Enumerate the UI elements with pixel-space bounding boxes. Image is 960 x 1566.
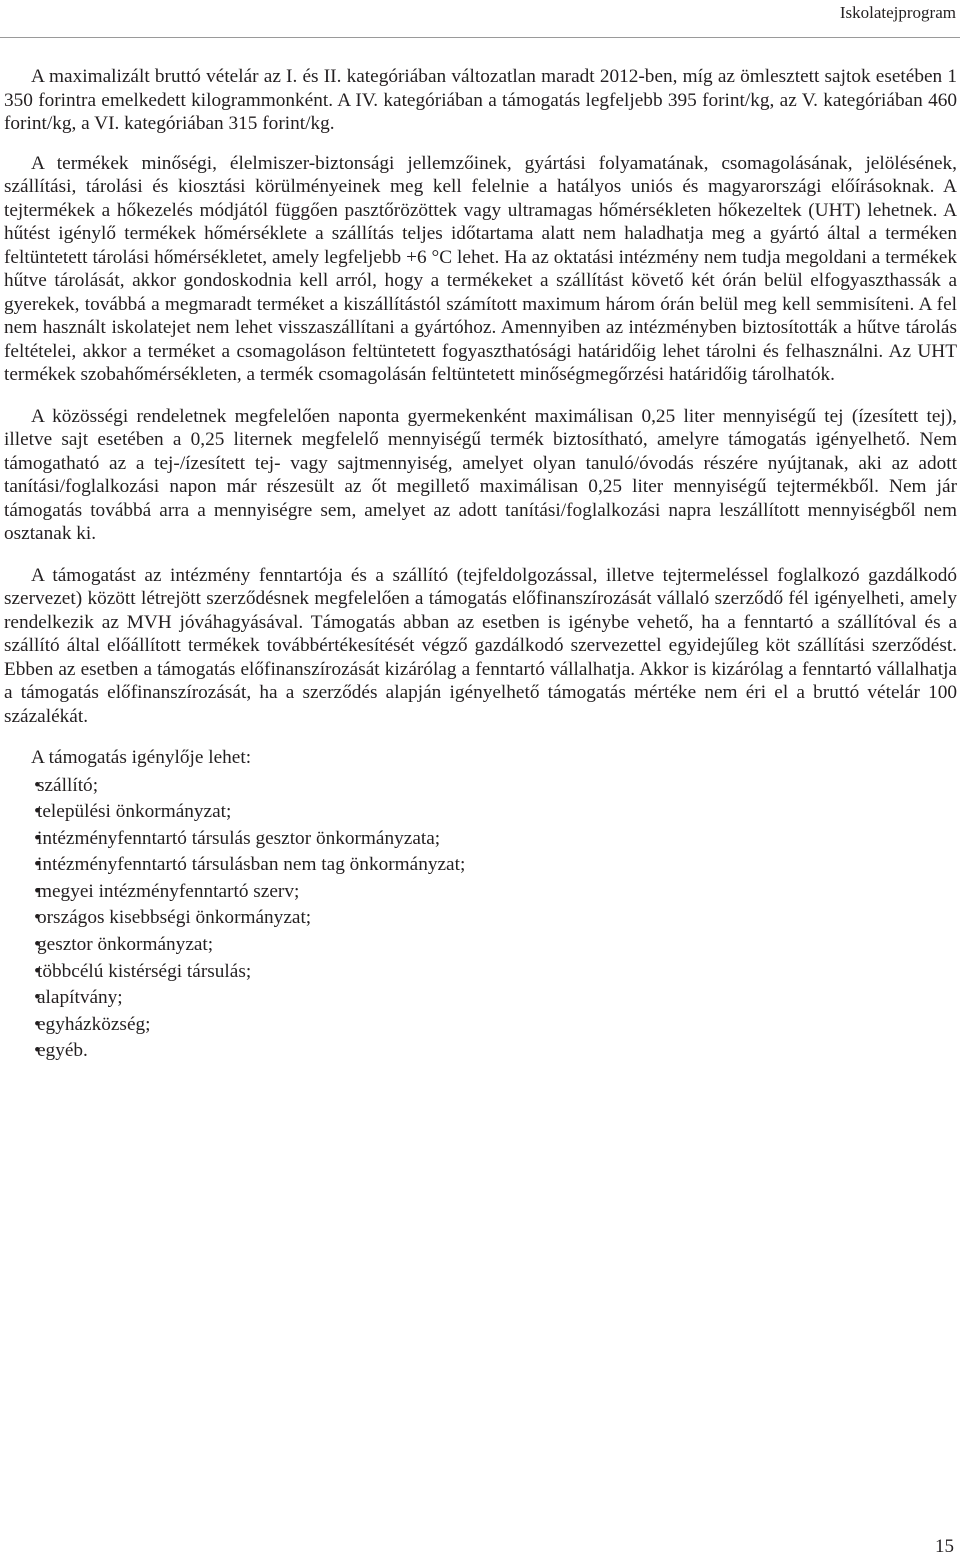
list-item-text: országos kisebbségi önkormányzat; xyxy=(37,907,312,929)
list-item-text: intézményfenntartó társulás gesztor önkormányzata; xyxy=(37,827,441,849)
bullet-icon xyxy=(4,905,37,932)
bullet-icon xyxy=(4,985,37,1012)
list-lead: A támogatás igénylője lehet: xyxy=(31,747,252,768)
bullet-icon xyxy=(4,1012,37,1039)
list-item-text: települési önkormányzat; xyxy=(37,801,232,823)
paragraph-daily-quantity: A közösségi rendeletnek megfelelően naponta gyermekenként maximálisan 0,25 liter mennyiségű tej (ízesített tej), illetve sajt esetében a 0,25 liternek megfelelő mennyiségű termék biztosítható, amelyre támogatás igényelhető. Nem támogatható az a tej-/ízesített tej- vagy sajtmennyiség, amelyet olyan tanuló/óvodás részére nyújtanak, aki az adott tanítási/foglalkozási napon már részesült az őt megillető maximálisan 0,25 liter mennyiségű tejtermékből. Nem jár támogatás továbbá arra a mennyiségre sem, amelyet az adott tanítási/foglalkozási napra leszállított mennyiségből nem osztanak ki. xyxy=(4,405,957,544)
list-item-text: egyházközség; xyxy=(37,1013,151,1035)
bullet-icon xyxy=(4,826,37,853)
bullet-icon xyxy=(4,799,37,826)
list-item-text: egyéb. xyxy=(37,1040,88,1062)
bullet-icon xyxy=(4,852,37,879)
bullet-icon xyxy=(4,879,37,906)
bullet-icon xyxy=(4,932,37,959)
page-number: 15 xyxy=(935,1536,954,1557)
bullet-icon xyxy=(4,773,37,800)
bullet-icon xyxy=(4,1038,37,1065)
list-item xyxy=(4,773,957,800)
paragraph-claimant: A támogatást az intézmény fenntartója és a szállító (tejfeldolgozással, illetve tejtermeléssel foglalkozó gazdálkodó szervezet) között létrejött szerződésnek megfelelően a támogatás előfinanszírozását vállaló szerződő fél igényelheti, amely rendelkezik az MVH jóváhagyásával. Támogatás abban az esetben is igénybe vehető, ha a fenntartó a szállítóval és a szállító által előállított termékek továbbértékesítését végző gazdálkodó szervezettel egyidejűleg köt szállítási szerződést. Ebben az esetben a támogatás előfinanszírozását kizárólag a fenntartó vállalhatja. Akkor is kizárólag a fenntartó vállalhatja a támogatás előfinanszírozását, ha a szerződés alapján igényelhető támogatás mértéke nem éri el a bruttó vételár 100 százalékát. xyxy=(4,564,957,727)
list-item-text: megyei intézményfenntartó szerv; xyxy=(37,880,300,902)
list-item-text: intézményfenntartó társulásban nem tag önkormányzat; xyxy=(37,854,466,876)
list-item xyxy=(4,799,957,826)
list-item xyxy=(4,905,957,932)
paragraph-prices: A maximalizált bruttó vételár az I. és II. kategóriában változatlan maradt 2012-ben, míg az ömlesztett sajtok esetében 1 350 forintra emelkedett kilogrammonként. A IV. kategóriában a támogatás legfeljebb 395 forint/kg, az V. kategóriában 460 forint/kg, a VI. kategóriában 315 forint/kg. xyxy=(4,66,957,134)
page-header xyxy=(0,0,960,38)
list-item-text: szállító; xyxy=(37,774,99,796)
list-item xyxy=(4,826,957,853)
paragraph-quality-requirements: A termékek minőségi, élelmiszer-biztonsági jellemzőinek, gyártási folyamatának, csomagolásának, jelölésének, szállítási, tárolási és kiosztási körülményeinek meg kell felelnie a hatályos uniós és magyarországi előírásoknak. A tejtermékek a hőkezelés módjától függően pasztőrözöttek vagy ultramagas hőmérsékleten hőkezeltek (UHT) lehetnek. A hűtést igénylő termékek hőmérséklete a szállítás teljes időtartama alatt nem haladhatja meg a gyártó által a terméken feltüntetett tárolási hőmérsékletet, amely legfeljebb +6 °C lehet. Ha az oktatási intézmény nem tudja megoldani a termékek hűtve tárolását, akkor gondoskodnia kell arról, hogy a termékeket a szállítást követő két órán belül elfogyaszthassák a gyerekek, továbbá a megmaradt terméket a kiszállítástól számított maximum három órán belül meg kell semmisíteni. A fel nem használt iskolatejet nem lehet visszaszállítani a gyártóhoz. Amennyiben az intézményben biztosították a hűtve tárolás feltételei, akkor a terméket a csomagoláson feltüntetett fogyaszthatósági határidőig lehet tárolni és felhasználni. Az UHT termékek szobahőmérsékleten, a termék csomagolásán feltüntetett minőségmegőrzési határidőig tárolhatók. xyxy=(4,152,957,385)
running-title: Iskolatejprogram xyxy=(839,3,956,22)
list-item-text: gesztor önkormányzat; xyxy=(37,934,214,956)
list-item xyxy=(4,959,957,986)
list-item xyxy=(4,932,957,959)
bullet-icon xyxy=(4,959,37,986)
list-item xyxy=(4,879,957,906)
claimant-list xyxy=(4,773,957,1066)
list-item-text: többcélú kistérségi társulás; xyxy=(37,960,252,982)
list-item-text: alapítvány; xyxy=(37,987,123,1009)
list-item xyxy=(4,985,957,1012)
list-item xyxy=(4,1012,957,1039)
list-item xyxy=(4,1038,957,1065)
page-body xyxy=(4,65,957,1065)
list-item xyxy=(4,852,957,879)
